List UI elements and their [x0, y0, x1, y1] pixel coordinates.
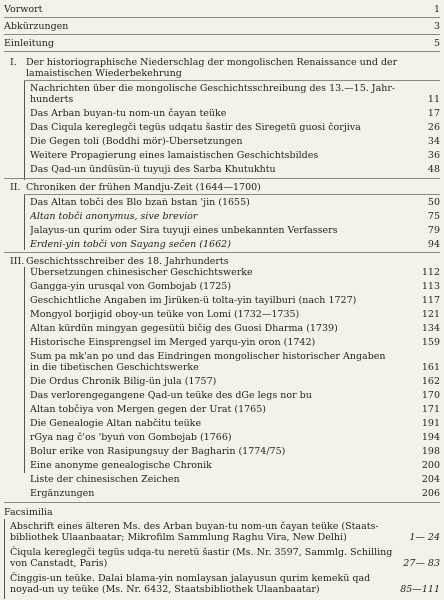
toc-entry-page: 113: [421, 281, 440, 292]
toc-entry-page: 11: [427, 94, 440, 105]
toc-entry-einleitung[interactable]: [4, 38, 440, 49]
toc-entry-page: 112: [421, 267, 440, 278]
section-bracket: [24, 80, 25, 180]
facsimile-entry[interactable]: [10, 532, 440, 543]
toc-entry-title: Gangga-yin urusqal von Gombojab (1725): [30, 281, 232, 292]
toc-entry-title: in die tibetischen Geschichtswerke: [30, 362, 199, 373]
facsimile-pages: 85—111: [400, 584, 440, 595]
toc-entry-page: 159: [421, 337, 440, 348]
toc-entry-abkuerzungen[interactable]: [4, 21, 440, 32]
facsimile-entry[interactable]: [10, 558, 440, 569]
toc-entry[interactable]: [30, 432, 440, 443]
toc-entry[interactable]: [30, 404, 440, 415]
facsimile-title: Činggis-un teüke. Dalai blama-yin nomlaysan jalayusun qurim kemekü qad: [10, 573, 371, 584]
toc-entry-page: 50: [427, 197, 440, 208]
toc-entry-title: Sum pa mk'an po und das Eindringen mongolischer historischer Angaben: [30, 351, 386, 362]
facsimile-pages: 27— 83: [403, 558, 440, 569]
divider: [4, 17, 440, 18]
toc-entry-title: Altan kürdün mingyan gegesütü bičig des Guosi Dharma (1739): [30, 323, 338, 334]
toc-entry[interactable]: [30, 337, 440, 348]
toc-entry[interactable]: [30, 122, 440, 133]
toc-entry-title: Das Arban buyan-tu nom-un čayan teüke: [30, 108, 227, 119]
facsimile-title-cont: von Canstadt, Paris): [10, 558, 108, 569]
section-number: II.: [10, 182, 21, 193]
toc-entry-title: Geschichtliche Angaben im Jirüken-ü tolta-yin tayilburi (nach 1727): [30, 295, 357, 306]
toc-entry-title: hunderts: [30, 94, 74, 105]
toc-entry-title: Das Altan tobči des Blo bzaṅ bstan 'jin (1655): [30, 197, 250, 208]
toc-entry-title: Die Genealogie Altan nabčitu teüke: [30, 418, 202, 429]
toc-entry-vorwort[interactable]: [4, 4, 440, 15]
toc-entry-page: 171: [421, 404, 440, 415]
toc-entry-page: 79: [427, 225, 440, 236]
toc-entry[interactable]: [30, 136, 440, 147]
section-heading-cont: lamaistischen Wiederbekehrung: [26, 68, 182, 79]
toc-entry-title: Historische Einsprengsel im Merged yarqu-yin oron (1742): [30, 337, 316, 348]
toc-entry-title: Bolur erike von Rasipungsuy der Bagharin (1774/75): [30, 446, 286, 457]
toc-entry-page: 162: [421, 376, 440, 387]
facsimile-entry[interactable]: [10, 584, 440, 595]
toc-entry[interactable]: [30, 390, 440, 401]
section-bracket: [24, 194, 25, 250]
toc-page: [4, 0, 440, 600]
toc-entry[interactable]: [30, 446, 440, 457]
toc-entry-title: Die Ordus Chronik Bilig-ün jula (1757): [30, 376, 217, 387]
facsimile-pages: 1— 24: [409, 532, 440, 543]
divider: [4, 502, 440, 503]
toc-entry[interactable]: [30, 376, 440, 387]
toc-entry-title: Ergänzungen: [30, 488, 95, 499]
facsimile-title: Abschrift eines älteren Ms. des Arban buyan-tu nom-un čayan teüke (Staats-: [10, 521, 379, 532]
toc-entry-title: Eine anonyme genealogische Chronik: [30, 460, 212, 471]
toc-entry-title: Das Čiqula kereglegči tegüs udqatu šastir des Siregetü guosi čorjiva: [30, 122, 361, 133]
toc-entry-title: Erdeni-yin tobči von Sayang sečen (1662): [30, 239, 231, 250]
toc-entry[interactable]: [30, 281, 440, 292]
toc-entry-title: Altan tobčiya von Mergen gegen der Urat (1765): [30, 404, 266, 415]
section-number: III.: [10, 256, 25, 267]
toc-entry[interactable]: [30, 418, 440, 429]
toc-entry-page: 170: [421, 390, 440, 401]
toc-entry-page: 94: [427, 239, 440, 250]
toc-entry-title: Liste der chinesischen Zeichen: [30, 474, 180, 485]
toc-entry-page: 204: [421, 474, 440, 485]
toc-entry-title: Altan tobči anonymus, sive brevior: [30, 211, 198, 222]
toc-entry-title: Nachrichten über die mongolische Geschichtsschreibung des 13.—15. Jahr-: [30, 83, 396, 94]
toc-entry-page: 26: [427, 122, 440, 133]
toc-entry-title: Abkürzungen: [4, 21, 69, 32]
toc-entry-page: 36: [427, 150, 440, 161]
toc-entry-page: 161: [421, 362, 440, 373]
divider: [4, 252, 440, 253]
toc-entry[interactable]: [30, 197, 440, 208]
toc-entry-page: 191: [421, 418, 440, 429]
toc-entry[interactable]: [30, 474, 440, 485]
toc-entry[interactable]: [30, 295, 440, 306]
divider: [24, 194, 440, 195]
toc-entry-title: Das verlorengegangene Qad-un teüke des dGe legs nor bu: [30, 390, 312, 401]
toc-entry-page: 34: [427, 136, 440, 147]
toc-entry[interactable]: [30, 323, 440, 334]
section-heading: Chroniken der frühen Mandju-Zeit (1644—1700): [26, 182, 261, 193]
section-bracket: [24, 267, 25, 473]
toc-entry-page: 48: [427, 164, 440, 175]
toc-entry-page: 1: [433, 4, 440, 15]
facsimile-title-cont: bibliothek Ulaanbaatar; Mikrofilm Sammlung Raghu Vira, New Delhi): [10, 532, 347, 543]
toc-entry[interactable]: [30, 225, 440, 236]
toc-entry-page: 206: [421, 488, 440, 499]
toc-entry-page: 121: [421, 309, 440, 320]
section-number: I.: [10, 57, 17, 68]
toc-entry-title: rGya nag č'os 'byuṅ von Gombojab (1766): [30, 432, 232, 443]
toc-entry[interactable]: [30, 94, 440, 105]
toc-entry-title: Vorwort: [4, 4, 43, 15]
toc-entry[interactable]: [30, 267, 440, 278]
divider: [4, 34, 440, 35]
divider: [24, 80, 440, 81]
toc-entry-title: Das Qad-un ündüsün-ü tuyuji des Šarba Khutukhtu: [30, 164, 276, 175]
toc-entry-title: Einleitung: [4, 38, 54, 49]
divider: [4, 51, 440, 52]
toc-entry-title: Jalayus-un qurim oder Sira tuyuji eines unbekannten Verfassers: [30, 225, 338, 236]
toc-entry[interactable]: [30, 164, 440, 175]
divider: [4, 178, 440, 179]
facsimile-title: Čiqula kereglegči tegüs udqa-tu neretü šastir (Ms. Nr. 3597, Sammlg. Schilling: [10, 547, 393, 558]
toc-entry[interactable]: [30, 108, 440, 119]
toc-entry-title: Mongyol borjigid oboy-un teüke von Lomi (1732—1735): [30, 309, 300, 320]
toc-entry[interactable]: [30, 362, 440, 373]
toc-entry-page: 17: [427, 108, 440, 119]
toc-entry-page: 194: [421, 432, 440, 443]
toc-entry[interactable]: [30, 150, 440, 161]
toc-entry-page: 5: [433, 38, 440, 49]
section-heading: Der historiographische Niederschlag der mongolischen Renaissance und der: [26, 57, 398, 68]
toc-entry-page: 198: [421, 446, 440, 457]
toc-entry-title: Übersetzungen chinesischer Geschichtswerke: [30, 267, 253, 278]
toc-entry[interactable]: [30, 309, 440, 320]
toc-entry[interactable]: [30, 460, 440, 471]
toc-entry-title: Die Gegen toli (Boddhi mör)-Übersetzungen: [30, 136, 243, 147]
toc-entry[interactable]: [30, 211, 440, 222]
toc-entry-page: 3: [433, 21, 440, 32]
toc-entry-page: 75: [427, 211, 440, 222]
section-bracket: [4, 519, 5, 599]
toc-entry-title: Weitere Propagierung eines lamaistischen Geschichtsbildes: [30, 150, 319, 161]
section-heading: Geschichtsschreiber des 18. Jahrhunderts: [26, 256, 229, 267]
toc-entry-page: 117: [421, 295, 440, 306]
toc-entry-page: 200: [421, 460, 440, 471]
toc-entry[interactable]: [30, 488, 440, 499]
toc-entry[interactable]: [30, 239, 440, 250]
facsimile-title-cont: noyad-un uy teüke (Ms. Nr. 6432, Staatsbibliothek Ulaanbaatar): [10, 584, 320, 595]
toc-entry-page: 134: [421, 323, 440, 334]
facsimilia-heading: Facsimilia: [4, 507, 53, 518]
